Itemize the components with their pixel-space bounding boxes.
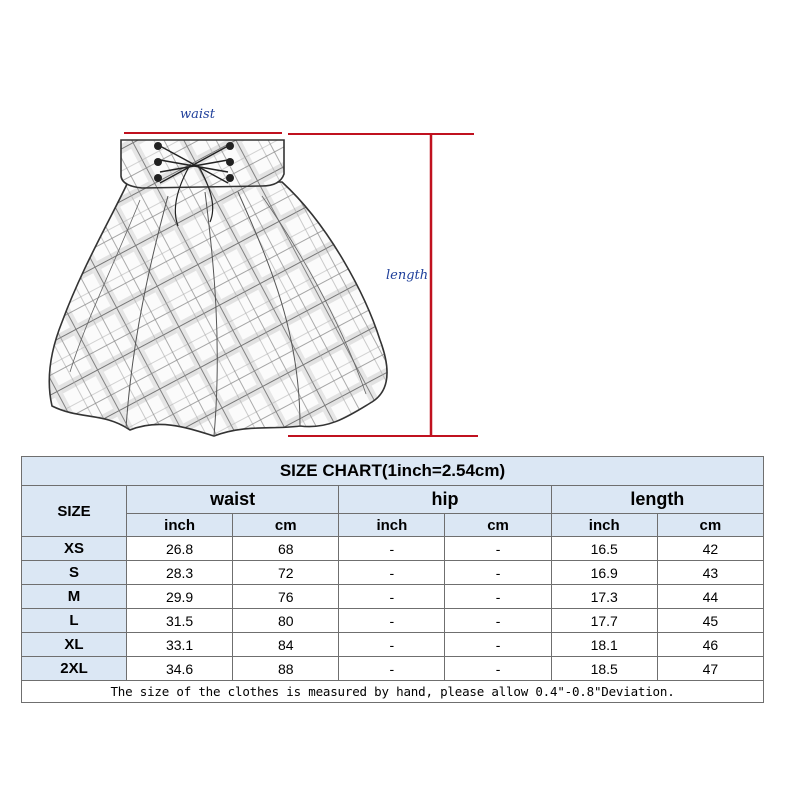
table-cell: 84 xyxy=(233,633,339,657)
table-cell: 88 xyxy=(233,657,339,681)
size-chart-table xyxy=(21,456,764,703)
table-cell: 26.8 xyxy=(127,537,233,561)
table-cell: 28.3 xyxy=(127,561,233,585)
size-chart-title: SIZE CHART(1inch=2.54cm) xyxy=(22,457,764,486)
unit-header: cm xyxy=(233,514,339,537)
table-cell: 29.9 xyxy=(127,585,233,609)
table-cell: - xyxy=(339,609,445,633)
table-cell: - xyxy=(445,585,551,609)
table-cell: 80 xyxy=(233,609,339,633)
table-cell: - xyxy=(445,561,551,585)
table-cell: 44 xyxy=(657,585,763,609)
size-label: XS xyxy=(22,537,127,561)
table-cell: - xyxy=(445,633,551,657)
table-cell: - xyxy=(339,633,445,657)
table-cell: - xyxy=(339,537,445,561)
table-cell: 17.3 xyxy=(551,585,657,609)
table-cell: - xyxy=(339,657,445,681)
unit-header: cm xyxy=(445,514,551,537)
table-cell: 16.9 xyxy=(551,561,657,585)
table-row xyxy=(22,609,764,633)
table-cell: 18.5 xyxy=(551,657,657,681)
size-column-header: SIZE xyxy=(22,486,127,537)
table-cell: - xyxy=(339,561,445,585)
unit-header: cm xyxy=(657,514,763,537)
table-cell: 16.5 xyxy=(551,537,657,561)
table-cell: 47 xyxy=(657,657,763,681)
table-cell: 42 xyxy=(657,537,763,561)
size-label: XL xyxy=(22,633,127,657)
length-group-header: length xyxy=(551,486,763,514)
unit-header: inch xyxy=(339,514,445,537)
table-cell: 76 xyxy=(233,585,339,609)
table-cell: 33.1 xyxy=(127,633,233,657)
table-cell: - xyxy=(445,537,551,561)
table-cell: 18.1 xyxy=(551,633,657,657)
waist-label: waist xyxy=(180,107,215,122)
unit-header: inch xyxy=(127,514,233,537)
table-cell: - xyxy=(339,585,445,609)
table-cell: 17.7 xyxy=(551,609,657,633)
size-label: S xyxy=(22,561,127,585)
table-row xyxy=(22,633,764,657)
table-cell: - xyxy=(445,657,551,681)
hip-group-header: hip xyxy=(339,486,551,514)
table-row xyxy=(22,657,764,681)
size-label: 2XL xyxy=(22,657,127,681)
table-cell: 31.5 xyxy=(127,609,233,633)
table-cell: 45 xyxy=(657,609,763,633)
table-cell: 34.6 xyxy=(127,657,233,681)
size-label: L xyxy=(22,609,127,633)
table-cell: 72 xyxy=(233,561,339,585)
length-label: length xyxy=(386,268,429,283)
table-row xyxy=(22,561,764,585)
measurement-note: The size of the clothes is measured by hand, please allow 0.4"-0.8"Deviation. xyxy=(22,681,764,703)
skirt-body xyxy=(49,182,387,436)
unit-header: inch xyxy=(551,514,657,537)
waist-group-header: waist xyxy=(127,486,339,514)
size-label: M xyxy=(22,585,127,609)
table-cell: - xyxy=(445,609,551,633)
table-cell: 43 xyxy=(657,561,763,585)
table-row xyxy=(22,585,764,609)
table-row xyxy=(22,537,764,561)
table-cell: 46 xyxy=(657,633,763,657)
table-cell: 68 xyxy=(233,537,339,561)
